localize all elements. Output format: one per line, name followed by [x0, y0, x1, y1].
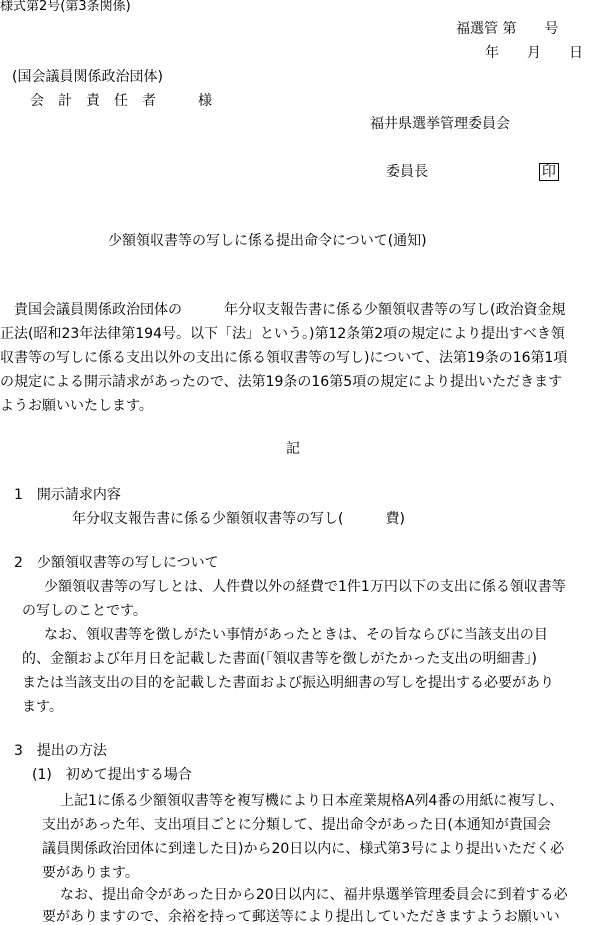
section-1-content: 年分収支報告書に係る少額領収書等の写し( 費)	[72, 511, 405, 527]
intro-line-5: ようお願いいたします。	[0, 398, 153, 414]
section-2-heading: 2 少額領収書等の写しについて	[14, 555, 219, 571]
sender-title: 委員長	[386, 164, 428, 180]
section-3-heading: 3 提出の方法	[14, 743, 107, 759]
section-3-sub1-heading: (1) 初めて提出する場合	[32, 767, 192, 783]
section-1-heading: 1 開示請求内容	[14, 487, 121, 503]
section-2-line-5: または当該支出の目的を記載した書面および振込明細書の写しを提出する必要があり	[22, 675, 554, 691]
subject-title: 少額領収書等の写しに係る提出命令について(通知)	[108, 233, 427, 249]
section-2-line-4: 的、金額および年月日を記載した書面(「領収書等を徴しがたかった支出の明細書」)	[22, 651, 537, 667]
sender-title-row	[386, 163, 559, 181]
document-date: 年 月 日	[485, 45, 583, 61]
form-label: 様式第2号(第3条関係)	[0, 0, 131, 14]
seal-mark: 印	[539, 163, 559, 181]
section-3-line-1: 上記1に係る少額領収書等を複写機により日本産業規格A列4番の用紙に複写し、	[60, 793, 564, 809]
section-3-line-6: 要がありますので、余裕を持って郵送等により提出していただきますようお願いい	[42, 909, 560, 925]
document-number: 福選管 第 号	[456, 21, 559, 37]
intro-line-2: 正法(昭和23年法律第194号。以下「法」という。)第12条第2項の規定により提出すべき領	[0, 326, 565, 342]
intro-line-3: 収書等の写しに係る支出以外の支出に係る領収書等の写し)について、法第19条の16第1項	[0, 350, 568, 366]
ki-heading: 記	[286, 441, 300, 457]
section-2-line-1: 少額領収書等の写しとは、人件費以外の経費で1件1万円以下の支出に係る領収書等	[44, 579, 566, 595]
sender-org: 福井県選挙管理委員会	[370, 116, 510, 132]
section-2-line-6: ます。	[22, 699, 63, 715]
section-2-line-2: の写しのことです。	[22, 603, 147, 619]
section-2-line-3: なお、領収書等を徴しがたい事情があったときは、その旨ならびに当該支出の目	[44, 627, 548, 643]
section-3-line-4: 要があります。	[42, 865, 139, 881]
intro-line-4: の規定による開示請求があったので、法第19条の16第5項の規定により提出いただきます	[0, 374, 563, 390]
intro-line-1: 貴国会議員関係政治団体の 年分収支報告書に係る少額領収書等の写し(政治資金規	[0, 302, 566, 318]
recipient-org: (国会議員関係政治団体)	[12, 69, 163, 85]
recipient-name: 会 計 責 任 者 様	[30, 93, 212, 109]
section-3-line-3: 議員関係政治団体に到達した日)から20日以内に、様式第3号により提出いただく必	[42, 841, 565, 857]
section-3-line-2: 支出があった年、支出項目ごとに分類して、提出命令があった日(本通知が貴国会	[42, 817, 551, 833]
section-3-line-5: なお、提出命令があった日から20日以内に、福井県選挙管理委員会に到着する必	[60, 887, 568, 903]
